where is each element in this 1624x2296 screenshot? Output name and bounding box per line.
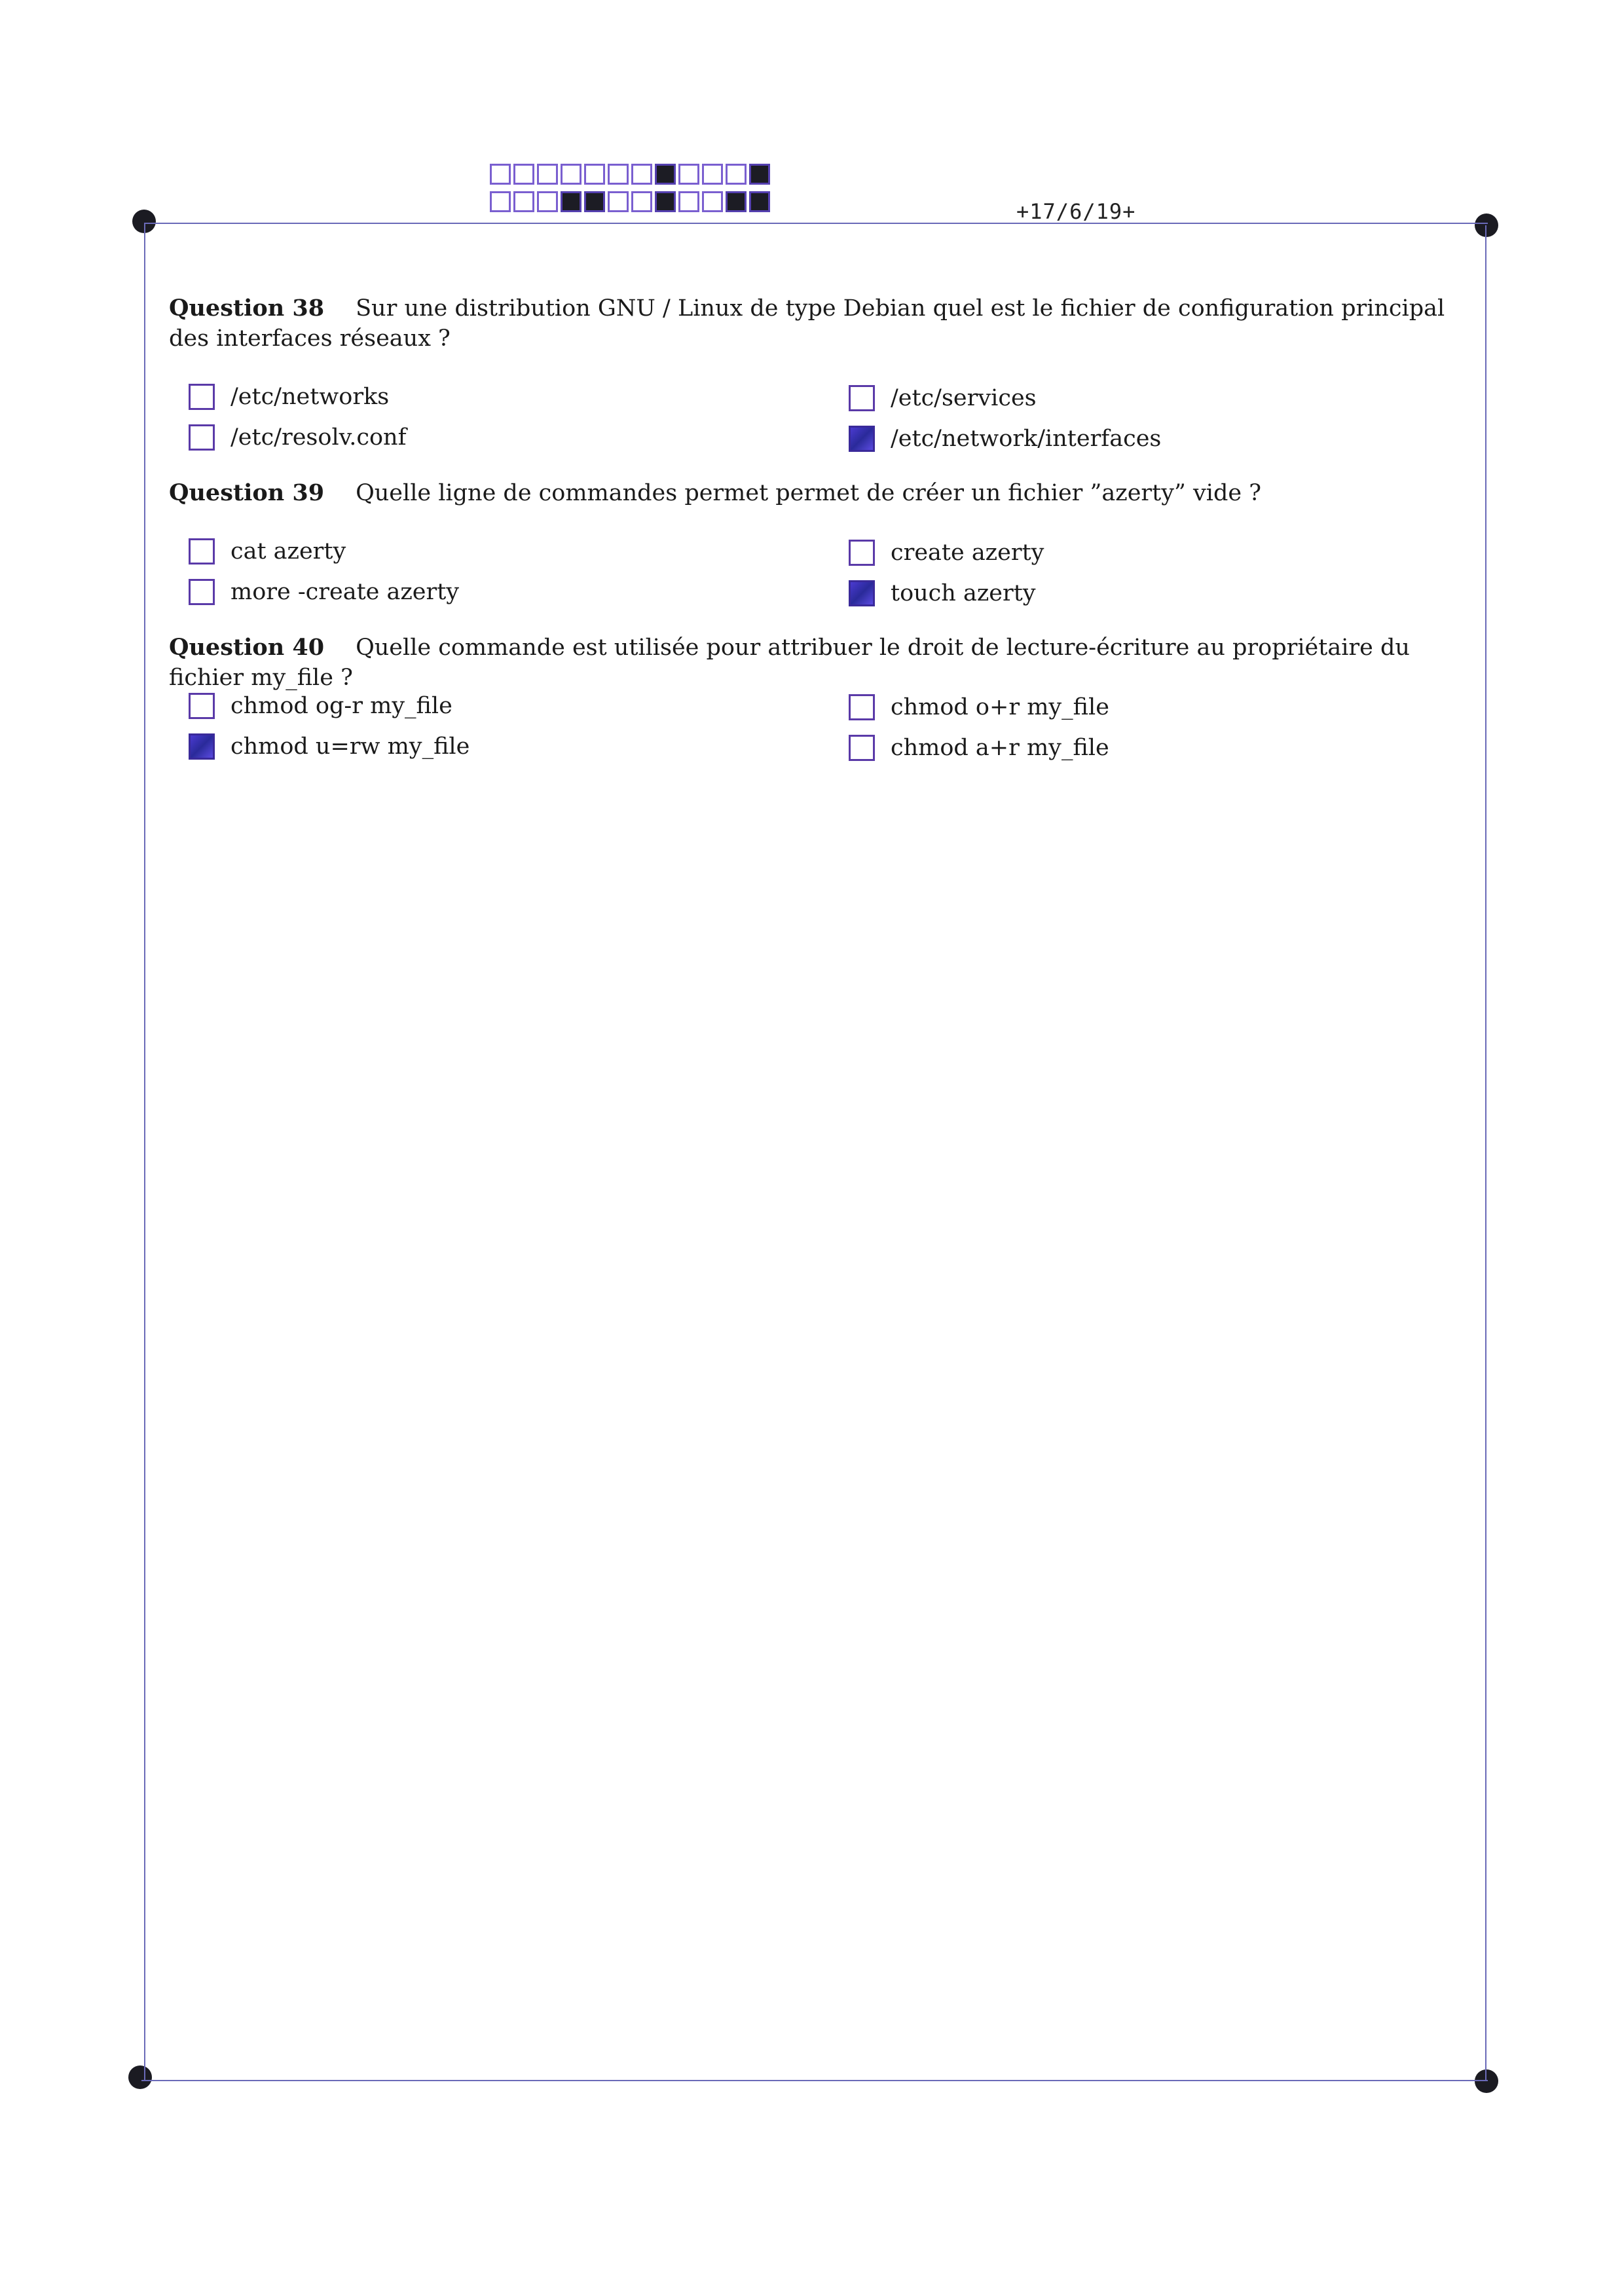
answer-option[interactable] xyxy=(189,538,346,565)
question-text: Quelle ligne de commandes permet permet de créer un fichier ”azerty” vide ? xyxy=(356,480,1261,506)
answer-option[interactable] xyxy=(189,693,452,719)
answer-option[interactable] xyxy=(189,579,459,605)
barcode-cell-empty xyxy=(490,191,511,212)
barcode-cell-empty xyxy=(608,191,629,212)
answer-label: chmod og-r my_file xyxy=(231,693,452,719)
barcode-cell-filled xyxy=(749,191,770,212)
checkbox[interactable] xyxy=(189,693,215,719)
barcode-cell-filled xyxy=(726,191,747,212)
barcode-cell-empty xyxy=(513,164,534,185)
question-label: Question 38 xyxy=(169,295,325,322)
barcode-row xyxy=(490,191,773,216)
answer-label: /etc/services xyxy=(891,385,1037,411)
checkbox-checked[interactable] xyxy=(189,733,215,760)
barcode-cell-empty xyxy=(631,191,652,212)
barcode-cell-empty xyxy=(537,191,558,212)
answer-label: more -create azerty xyxy=(231,579,460,605)
barcode-cell-empty xyxy=(584,164,605,185)
frame-right xyxy=(1485,225,1486,2081)
checkbox[interactable] xyxy=(189,579,215,605)
barcode-cell-empty xyxy=(631,164,652,185)
question-label: Question 39 xyxy=(169,479,325,506)
answer-label: chmod u=rw my_file xyxy=(231,733,470,760)
checkbox[interactable] xyxy=(849,735,875,761)
answer-option[interactable] xyxy=(189,733,470,760)
barcode-cell-empty xyxy=(678,164,699,185)
question-text: Quelle commande est utilisée pour attribuer le droit de lecture-écriture au propriétaire du fichier my_file ? xyxy=(169,635,1410,691)
answer-label: cat azerty xyxy=(231,538,346,565)
checkbox[interactable] xyxy=(189,538,215,565)
answer-option[interactable] xyxy=(849,694,1109,720)
question-39 xyxy=(169,478,1472,508)
answer-option[interactable] xyxy=(849,385,1037,411)
checkbox[interactable] xyxy=(189,384,215,410)
barcode-cell-empty xyxy=(702,191,723,212)
barcode-cell-empty xyxy=(490,164,511,185)
checkbox[interactable] xyxy=(849,385,875,411)
answer-label: /etc/network/interfaces xyxy=(891,426,1162,452)
barcode-cell-filled xyxy=(561,191,581,212)
answer-label: chmod a+r my_file xyxy=(891,735,1109,761)
answer-label: create azerty xyxy=(891,540,1044,566)
barcode-cell-filled xyxy=(655,191,676,212)
answer-label: chmod o+r my_file xyxy=(891,694,1109,720)
frame-top xyxy=(145,223,1488,224)
registration-mark-top-right xyxy=(1475,213,1498,237)
answer-option[interactable] xyxy=(189,424,407,451)
barcode-cell-empty xyxy=(702,164,723,185)
answer-option[interactable] xyxy=(849,580,1036,606)
page-barcode xyxy=(490,164,773,216)
question-38 xyxy=(169,293,1472,354)
checkbox[interactable] xyxy=(189,424,215,451)
question-label: Question 40 xyxy=(169,634,325,661)
barcode-cell-empty xyxy=(608,164,629,185)
answer-label: /etc/networks xyxy=(231,384,390,410)
answer-option[interactable] xyxy=(849,426,1161,452)
question-text: Sur une distribution GNU / Linux de type Debian quel est le fichier de configuration principal des interfaces réseaux ? xyxy=(169,295,1445,352)
answer-option[interactable] xyxy=(849,540,1044,566)
page-identifier: +17/6/19+ xyxy=(1016,199,1136,224)
barcode-cell-filled xyxy=(655,164,676,185)
barcode-row xyxy=(490,164,773,189)
registration-mark-bottom-left xyxy=(128,2065,152,2089)
answer-option[interactable] xyxy=(849,735,1109,761)
frame-left xyxy=(144,223,145,2080)
question-40 xyxy=(169,633,1472,693)
barcode-cell-empty xyxy=(678,191,699,212)
checkbox[interactable] xyxy=(849,540,875,566)
registration-mark-bottom-right xyxy=(1475,2069,1498,2093)
frame-bottom xyxy=(141,2080,1488,2081)
checkbox[interactable] xyxy=(849,694,875,720)
answer-option[interactable] xyxy=(189,384,389,410)
barcode-cell-empty xyxy=(513,191,534,212)
barcode-cell-empty xyxy=(726,164,747,185)
checkbox-checked[interactable] xyxy=(849,580,875,606)
answer-label: touch azerty xyxy=(891,580,1036,606)
barcode-cell-filled xyxy=(749,164,770,185)
barcode-cell-filled xyxy=(584,191,605,212)
checkbox-checked[interactable] xyxy=(849,426,875,452)
answer-label: /etc/resolv.conf xyxy=(231,424,407,451)
barcode-cell-empty xyxy=(537,164,558,185)
barcode-cell-empty xyxy=(561,164,581,185)
